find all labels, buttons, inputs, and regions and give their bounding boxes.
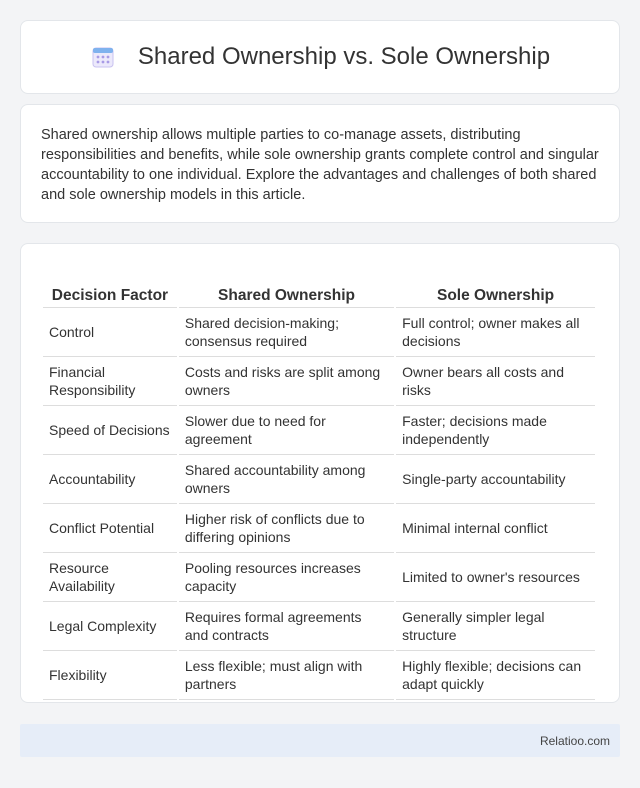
factor-cell: Speed of Decisions bbox=[43, 406, 177, 455]
shared-cell: Requires formal agreements and contracts bbox=[179, 602, 394, 651]
calendar-icon bbox=[90, 44, 116, 70]
factor-cell: Legal Complexity bbox=[43, 602, 177, 651]
sole-cell: Owner bears all costs and risks bbox=[396, 357, 595, 406]
shared-cell: Shared decision-making; consensus required bbox=[179, 308, 394, 357]
table-row bbox=[43, 308, 595, 357]
shared-cell: Costs and risks are split among owners bbox=[179, 357, 394, 406]
factor-cell: Control bbox=[43, 308, 177, 357]
header-shared-ownership: Shared Ownership bbox=[179, 264, 394, 308]
sole-cell: Single-party accountability bbox=[396, 455, 595, 504]
page-title: Shared Ownership vs. Sole Ownership bbox=[137, 43, 551, 70]
factor-cell: Resource Availability bbox=[43, 553, 177, 602]
sole-cell: Highly flexible; decisions can adapt quickly bbox=[396, 651, 595, 700]
sole-cell: Generally simpler legal structure bbox=[396, 602, 595, 651]
shared-cell: Higher risk of conflicts due to differing opinions bbox=[179, 504, 394, 553]
table-row bbox=[43, 651, 595, 700]
title-wrap bbox=[90, 43, 550, 71]
shared-cell: Less flexible; must align with partners bbox=[179, 651, 394, 700]
sole-cell: Limited to owner's resources bbox=[396, 553, 595, 602]
sole-cell: Minimal internal conflict bbox=[396, 504, 595, 553]
table-row bbox=[43, 602, 595, 651]
title-card bbox=[20, 20, 620, 94]
footer bbox=[20, 724, 620, 757]
table-header-row bbox=[43, 264, 595, 308]
table-row bbox=[43, 504, 595, 553]
shared-cell: Shared accountability among owners bbox=[179, 455, 394, 504]
shared-cell: Slower due to need for agreement bbox=[179, 406, 394, 455]
table-card bbox=[20, 243, 620, 703]
factor-cell: Accountability bbox=[43, 455, 177, 504]
factor-cell: Conflict Potential bbox=[43, 504, 177, 553]
header-sole-ownership: Sole Ownership bbox=[396, 264, 595, 308]
comparison-table bbox=[41, 264, 597, 700]
shared-cell: Pooling resources increases capacity bbox=[179, 553, 394, 602]
sole-cell: Full control; owner makes all decisions bbox=[396, 308, 595, 357]
sole-cell: Faster; decisions made independently bbox=[396, 406, 595, 455]
table-row bbox=[43, 406, 595, 455]
footer-site-link[interactable]: Relatioo.com bbox=[539, 733, 610, 748]
factor-cell: Flexibility bbox=[43, 651, 177, 700]
table-row bbox=[43, 455, 595, 504]
header-decision-factor: Decision Factor bbox=[43, 264, 177, 308]
intro-paragraph: Shared ownership allows multiple parties to co-manage assets, distributing responsibilities and benefits, while sole ownership grants complete control and singular accountability to one individual. Explore the advantages and challenges of both shared and sole ownership models in this article. bbox=[41, 127, 599, 203]
intro-card bbox=[20, 104, 620, 223]
table-row bbox=[43, 357, 595, 406]
table-row bbox=[43, 553, 595, 602]
factor-cell: Financial Responsibility bbox=[43, 357, 177, 406]
